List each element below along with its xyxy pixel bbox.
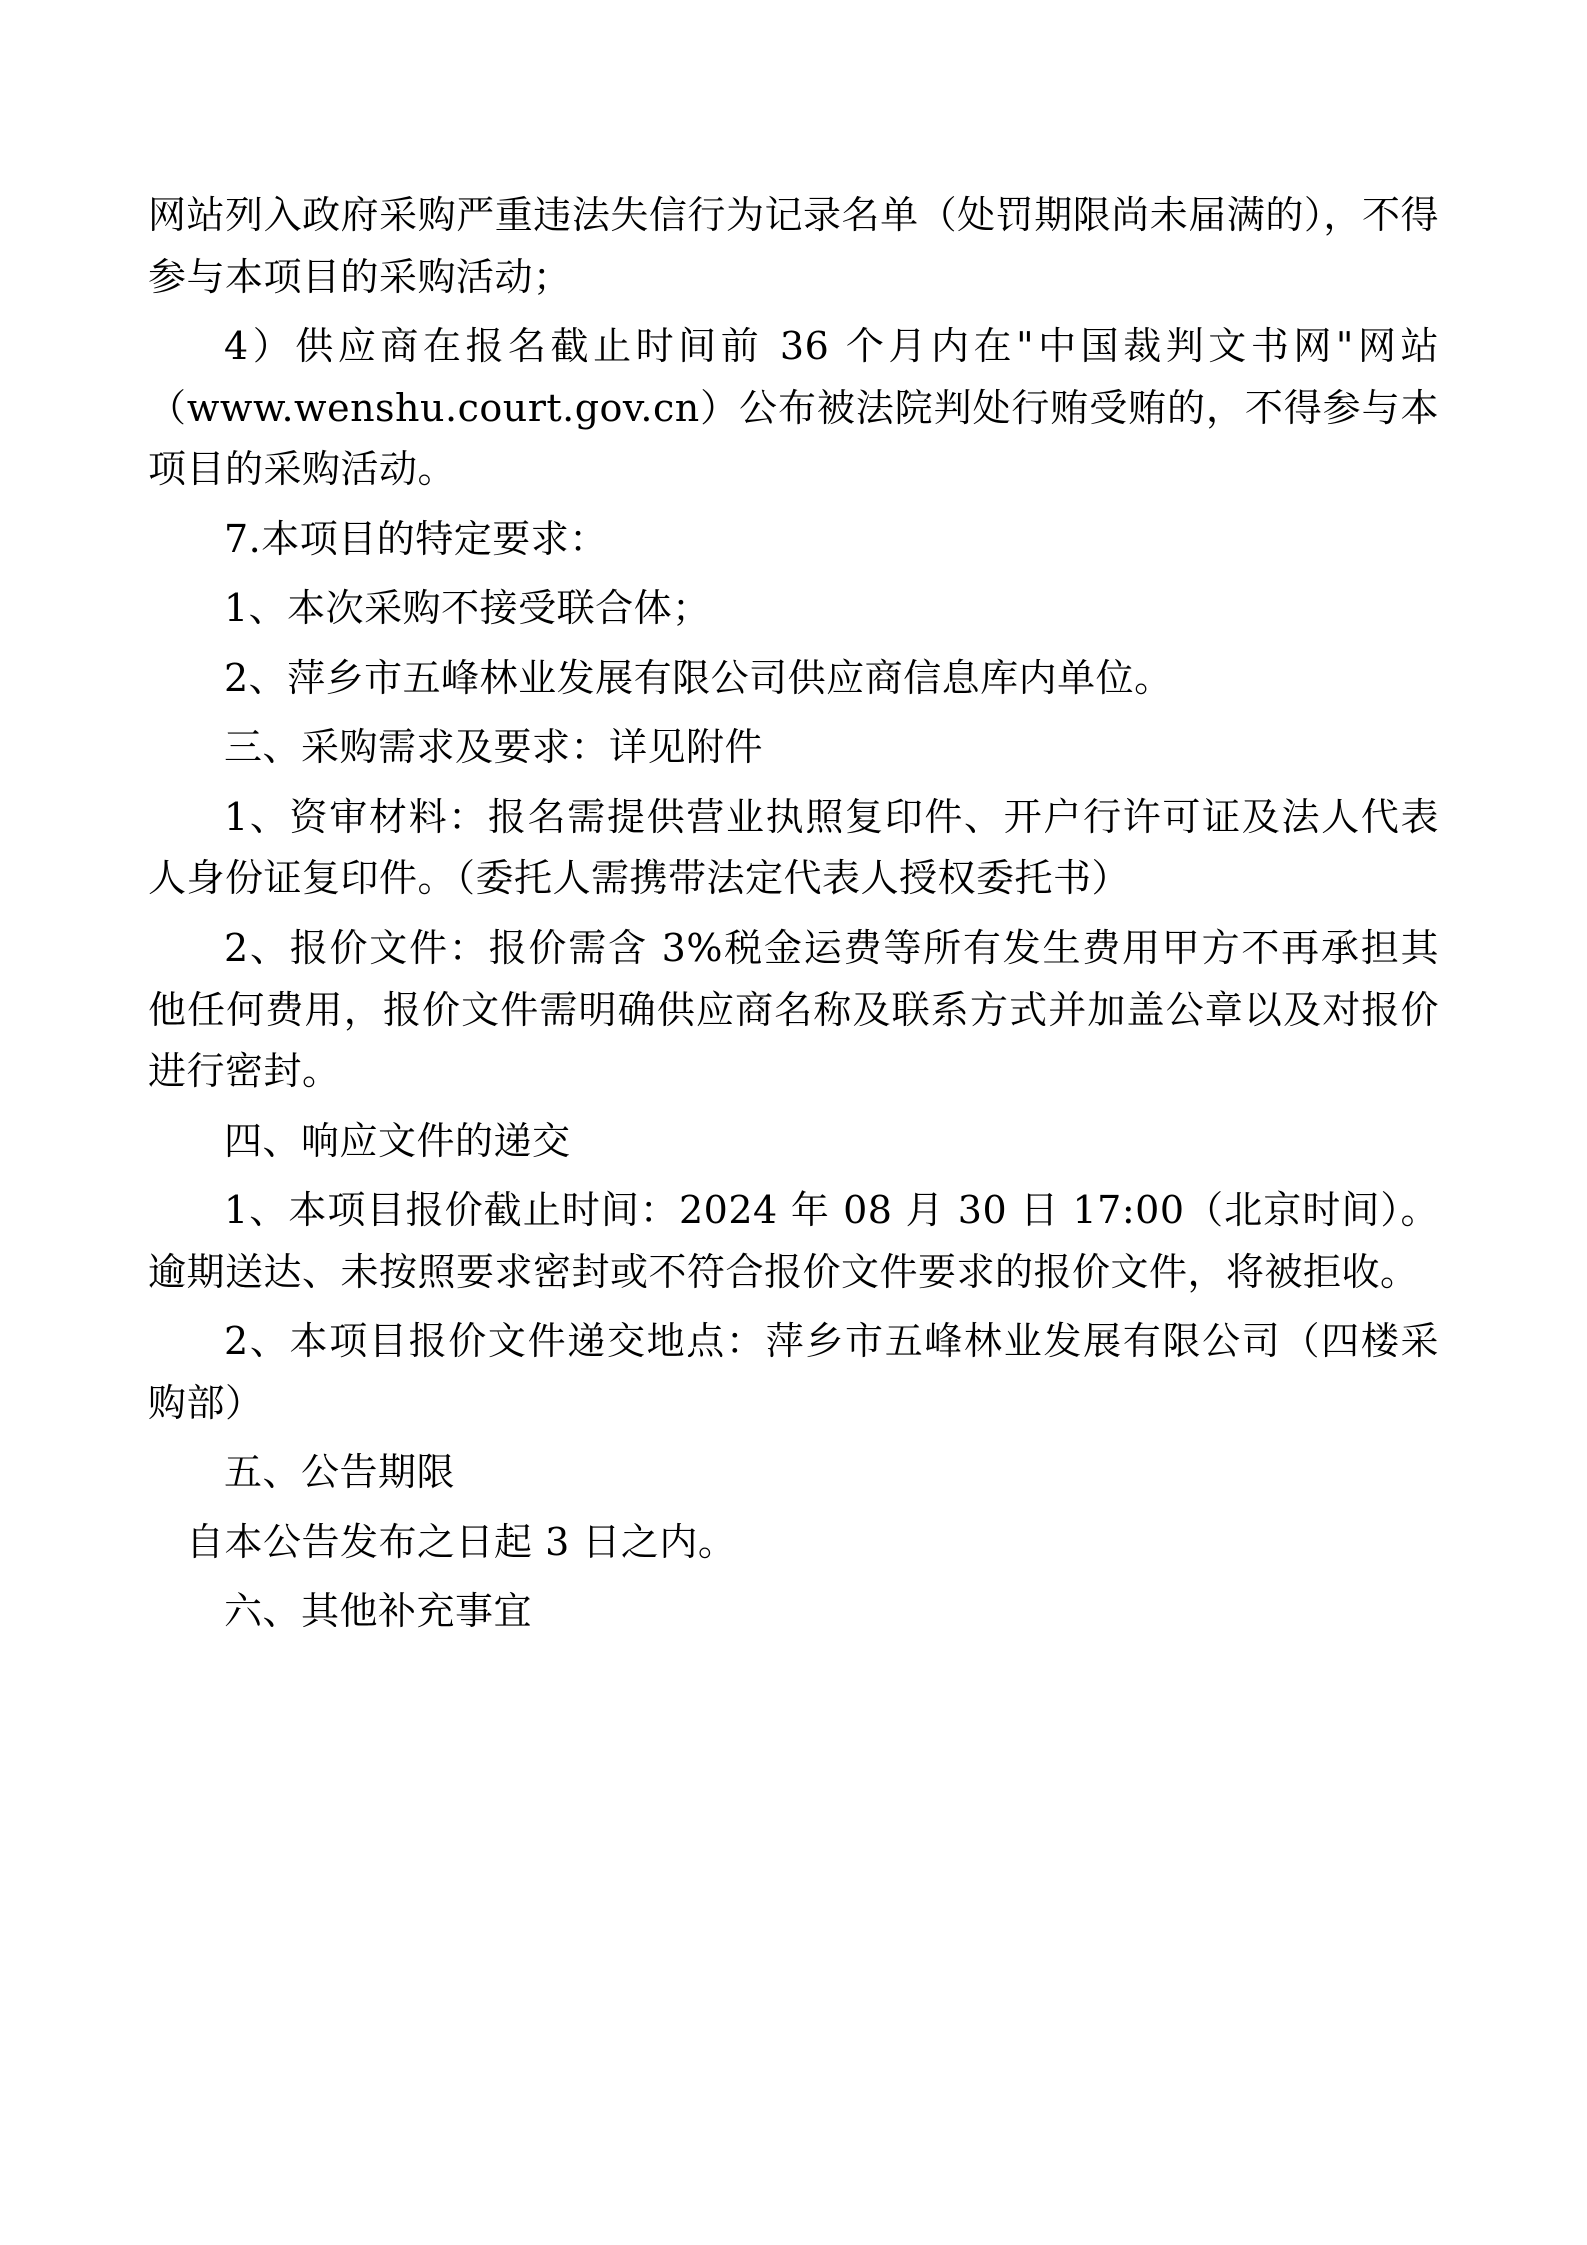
paragraph-item-4-court-judgment: 4）供应商在报名截止时间前 36 个月内在"中国裁判文书网"网站（www.wenshu.court.gov.cn）公布被法院判处行贿受贿的，不得参与本项目的采购活动。 [148, 324, 1439, 492]
paragraph-section-4-heading: 四、响应文件的递交 [224, 1118, 571, 1163]
paragraph-submission-location: 2、本项目报价文件递交地点：萍乡市五峰林业发展有限公司（四楼采购部） [148, 1319, 1439, 1425]
paragraph-section-7-heading: 7.本项目的特定要求： [224, 516, 608, 561]
paragraph-requirement-2-supplier-database: 2、萍乡市五峰林业发展有限公司供应商信息库内单位。 [224, 655, 1173, 700]
document-body [148, 185, 1439, 1643]
paragraph-section-3-heading: 三、采购需求及要求：详见附件 [224, 725, 764, 770]
paragraph-deadline: 1、本项目报价截止时间：2024 年 08 月 30 日 17:00（北京时间）。逾期送达、未按照要求密封或不符合报价文件要求的报价文件，将被拒收。 [148, 1188, 1439, 1294]
paragraph-section-6-heading: 六、其他补充事宜 [224, 1589, 533, 1634]
paragraph-quotation-document: 2、报价文件：报价需含 3%税金运费等所有发生费用甲方不再承担其他任何费用，报价文件需明确供应商名称及联系方式并加盖公章以及对报价进行密封。 [148, 926, 1439, 1094]
paragraph-blacklist-continuation: 网站列入政府采购严重违法失信行为记录名单（处罚期限尚未届满的），不得参与本项目的采购活动； [148, 193, 1439, 299]
paragraph-requirement-1-no-consortium: 1、本次采购不接受联合体； [224, 586, 711, 631]
paragraph-announcement-period: 自本公告发布之日起 3 日之内。 [186, 1519, 737, 1564]
paragraph-section-5-heading: 五、公告期限 [224, 1450, 456, 1495]
paragraph-qualification-materials: 1、资审材料：报名需提供营业执照复印件、开户行许可证及法人代表人身份证复印件。（委托人需携带法定代表人授权委托书） [148, 794, 1439, 901]
